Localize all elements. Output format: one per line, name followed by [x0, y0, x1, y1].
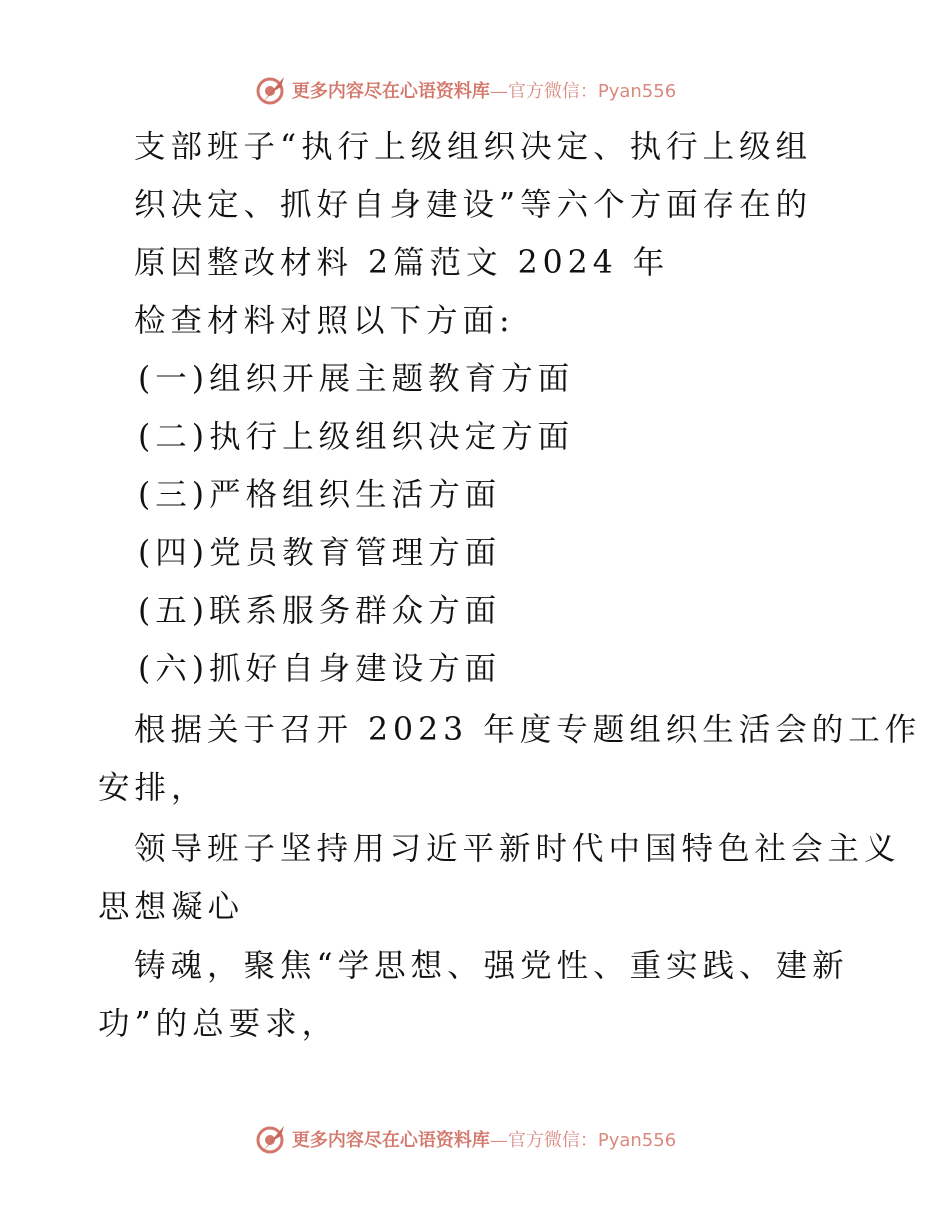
paragraph-1-line-2: 安排， [98, 770, 208, 806]
aspect-item-1: (一)组织开展主题教育方面 [138, 361, 575, 397]
header-watermark [0, 70, 950, 110]
aspect-item-5: (五)联系服务群众方面 [138, 593, 502, 629]
aspect-item-3: (三)严格组织生活方面 [138, 477, 502, 513]
title-line-3: 原因整改材料 2篇范文 2024 年 [134, 245, 670, 281]
aspect-item-2: (二)执行上级组织决定方面 [138, 419, 575, 455]
title-line-1: 支部班子“执行上级组织决定、执行上级组 [134, 129, 813, 165]
watermark-text: 更多内容尽在心语资料库—官方微信：Pyan556 [291, 1130, 677, 1151]
watermark-text: 更多内容尽在心语资料库—官方微信：Pyan556 [291, 81, 677, 102]
paragraph-1-line-1: 根据关于召开 2023 年度专题组织生活会的工作 [134, 712, 922, 748]
aspect-item-6: (六)抓好自身建设方面 [138, 651, 502, 687]
footer-watermark [0, 1119, 950, 1159]
aspect-item-4: (四)党员教育管理方面 [138, 535, 502, 571]
paragraph-3-line-1: 铸魂，聚焦“学思想、强党性、重实践、建新 [134, 948, 849, 984]
paragraph-2-line-2: 思想凝心 [98, 889, 245, 925]
quill-logo-icon [254, 73, 288, 107]
quill-logo-icon [254, 1122, 288, 1156]
paragraph-2-line-1: 领导班子坚持用习近平新时代中国特色社会主义 [134, 831, 901, 867]
paragraph-3-line-2: 功”的总要求， [98, 1006, 339, 1042]
intro-text: 检查材料对照以下方面: [134, 303, 515, 339]
title-line-2: 织决定、抓好自身建设”等六个方面存在的 [134, 187, 813, 223]
